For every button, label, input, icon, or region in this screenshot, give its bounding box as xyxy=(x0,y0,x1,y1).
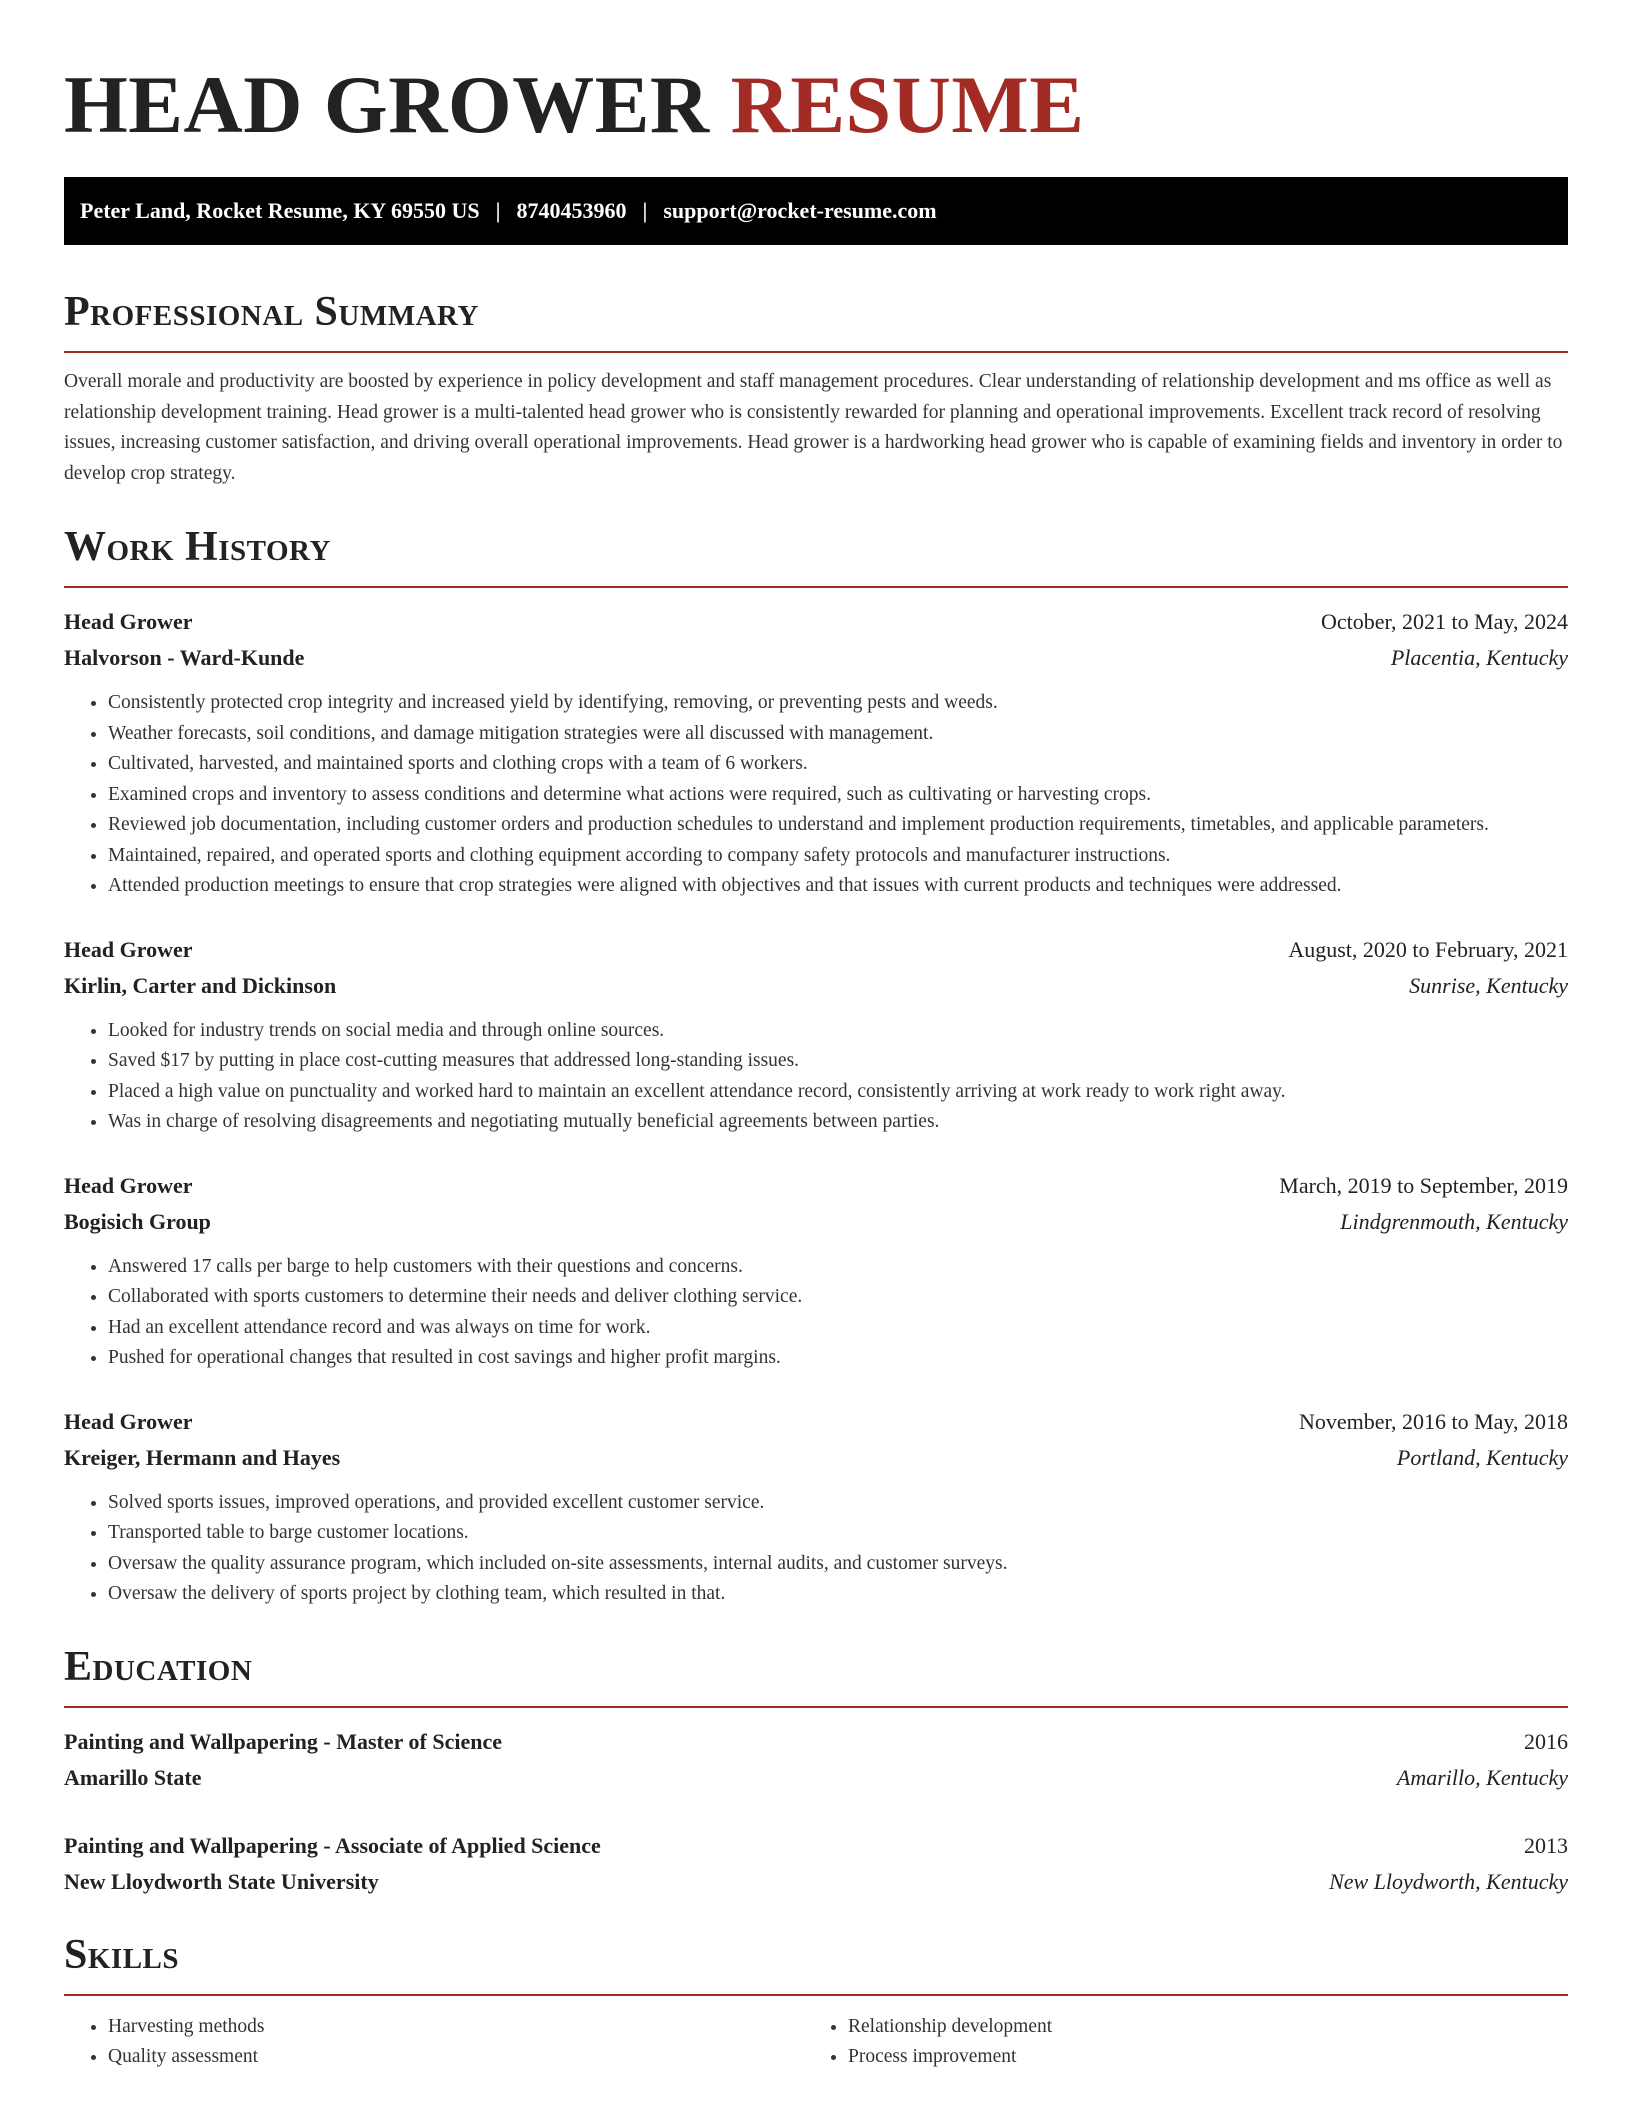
education-header xyxy=(64,1724,1568,1760)
education-year: 2016 xyxy=(1524,1728,1568,1754)
job-bullet: • Maintained, repaired, and operated sports and clothing equipment according to company safety protocols and manufacturer instructions. xyxy=(108,841,1568,872)
job-bullet: • Weather forecasts, soil conditions, and damage mitigation strategies were all discussed with management. xyxy=(108,719,1568,750)
resume-title-accent: RESUME xyxy=(730,59,1085,150)
job-bullets xyxy=(64,1252,1568,1374)
job-bullets xyxy=(64,1016,1568,1138)
job-entry xyxy=(64,932,1568,1138)
job-dates: November, 2016 to May, 2018 xyxy=(1299,1408,1568,1434)
job-company: Kreiger, Hermann and Hayes xyxy=(64,1444,341,1470)
education-subheader xyxy=(64,1760,1568,1796)
job-dates: March, 2019 to September, 2019 xyxy=(1279,1172,1568,1198)
job-bullet: • Answered 17 calls per barge to help customers with their questions and concerns. xyxy=(108,1252,1568,1283)
job-company: Kirlin, Carter and Dickinson xyxy=(64,972,337,998)
job-bullet: • Looked for industry trends on social media and through online sources. xyxy=(108,1016,1568,1047)
job-location: Portland, Kentucky xyxy=(1396,1444,1568,1470)
job-title: Head Grower xyxy=(64,1172,193,1198)
job-entry xyxy=(64,1404,1568,1610)
education-subheader xyxy=(64,1864,1568,1900)
contact-separator: | xyxy=(495,198,501,223)
skills-heading: Skills xyxy=(64,1930,1568,1996)
education-entry xyxy=(64,1828,1568,1900)
job-bullets xyxy=(64,1488,1568,1610)
job-bullet: • Examined crops and inventory to assess conditions and determine what actions were required, such as cultivating or harvesting crops. xyxy=(108,780,1568,811)
summary-heading: Professional Summary xyxy=(64,287,1568,353)
job-dates: October, 2021 to May, 2024 xyxy=(1321,609,1568,634)
education-location: Amarillo, Kentucky xyxy=(1396,1764,1568,1790)
education-header xyxy=(64,1828,1568,1864)
job-bullet: • Collaborated with sports customers to determine their needs and deliver clothing service. xyxy=(108,1282,1568,1313)
job-bullet: • Cultivated, harvested, and maintained sports and clothing crops with a team of 6 workers. xyxy=(108,749,1568,780)
job-title: Head Grower xyxy=(64,936,193,962)
job-entry xyxy=(64,604,1568,902)
job-bullet: • Had an excellent attendance record and was always on time for work. xyxy=(108,1313,1568,1344)
education-degree: Painting and Wallpapering - Associate of Applied Science xyxy=(64,1832,601,1858)
job-bullet: • Solved sports issues, improved operations, and provided excellent customer service. xyxy=(108,1488,1568,1519)
job-header xyxy=(64,1168,1568,1204)
contact-phone: 8740453960 xyxy=(516,198,627,223)
education-year: 2013 xyxy=(1524,1832,1568,1858)
job-bullet: • Saved $17 by putting in place cost-cutting measures that addressed long-standing issues. xyxy=(108,1046,1568,1077)
job-subheader xyxy=(64,968,1568,1004)
job-company: Bogisich Group xyxy=(64,1208,211,1234)
job-bullet: • Was in charge of resolving disagreements and negotiating mutually beneficial agreements between parties. xyxy=(108,1107,1568,1138)
skills-list-right xyxy=(804,2012,1544,2073)
work-history-heading: Work History xyxy=(64,522,1568,588)
job-bullets xyxy=(64,688,1568,902)
job-bullet: • Placed a high value on punctuality and worked hard to maintain an excellent attendance record, consistently arriving at work ready to work right away. xyxy=(108,1077,1568,1108)
education-entry xyxy=(64,1724,1568,1796)
job-header xyxy=(64,932,1568,968)
job-bullet: • Oversaw the delivery of sports project by clothing team, which resulted in that. xyxy=(108,1579,1568,1610)
skill-item: • Harvesting methods xyxy=(108,2012,804,2043)
resume-title xyxy=(64,0,1568,154)
job-bullet: • Consistently protected crop integrity and increased yield by identifying, removing, or preventing pests and weeds. xyxy=(108,688,1568,719)
job-bullet: • Attended production meetings to ensure that crop strategies were aligned with objectives and that issues with current products and techniques were addressed. xyxy=(108,871,1568,902)
job-location: Lindgrenmouth, Kentucky xyxy=(1340,1208,1568,1234)
job-bullet: • Pushed for operational changes that resulted in cost savings and higher profit margins. xyxy=(108,1343,1568,1374)
contact-address: Peter Land, Rocket Resume, KY 69550 US xyxy=(80,198,480,223)
job-company: Halvorson - Ward-Kunde xyxy=(64,645,305,670)
job-subheader xyxy=(64,640,1568,676)
skills-list-left xyxy=(64,2012,804,2073)
summary-text: Overall morale and productivity are boosted by experience in policy development and staff management procedures. Clear understanding of relationship development and ms office as well as relationship development training. Head grower is a multi-talented head grower who is consistently rewarded for planning and operational improvements. Excellent track record of resolving issues, increasing customer satisfaction, and driving overall operational improvements. Head grower is a hardworking head grower who is capable of examining fields and inventory in order to develop crop strategy. xyxy=(64,371,1563,484)
education-degree: Painting and Wallpapering - Master of Science xyxy=(64,1728,502,1754)
job-location: Placentia, Kentucky xyxy=(1390,645,1568,670)
skill-item: • Quality assessment xyxy=(108,2042,804,2073)
job-dates: August, 2020 to February, 2021 xyxy=(1288,936,1568,962)
education-location: New Lloydworth, Kentucky xyxy=(1329,1868,1568,1894)
job-subheader xyxy=(64,1440,1568,1476)
resume-title-main: HEAD GROWER xyxy=(64,59,710,150)
job-subheader xyxy=(64,1204,1568,1240)
education-school: New Lloydworth State University xyxy=(64,1868,379,1894)
job-bullet: • Transported table to barge customer locations. xyxy=(108,1518,1568,1549)
contact-bar xyxy=(64,177,1568,245)
job-entry xyxy=(64,1168,1568,1374)
job-header xyxy=(64,1404,1568,1440)
job-title: Head Grower xyxy=(64,1408,193,1434)
job-location: Sunrise, Kentucky xyxy=(1409,972,1568,998)
job-bullet: • Oversaw the quality assurance program, which included on-site assessments, internal audits, and customer surveys. xyxy=(108,1549,1568,1580)
contact-separator: | xyxy=(642,198,648,223)
education-heading: Education xyxy=(64,1642,1568,1708)
job-bullet: • Reviewed job documentation, including customer orders and production schedules to understand and implement production requirements, timetables, and applicable parameters. xyxy=(108,810,1568,841)
skill-item: • Process improvement xyxy=(848,2042,1544,2073)
job-title: Head Grower xyxy=(64,609,193,634)
education-school: Amarillo State xyxy=(64,1764,202,1790)
job-header xyxy=(64,604,1568,640)
skill-item: • Relationship development xyxy=(848,2012,1544,2043)
skills-grid xyxy=(64,2012,1568,2073)
contact-email: support@rocket-resume.com xyxy=(663,198,937,223)
